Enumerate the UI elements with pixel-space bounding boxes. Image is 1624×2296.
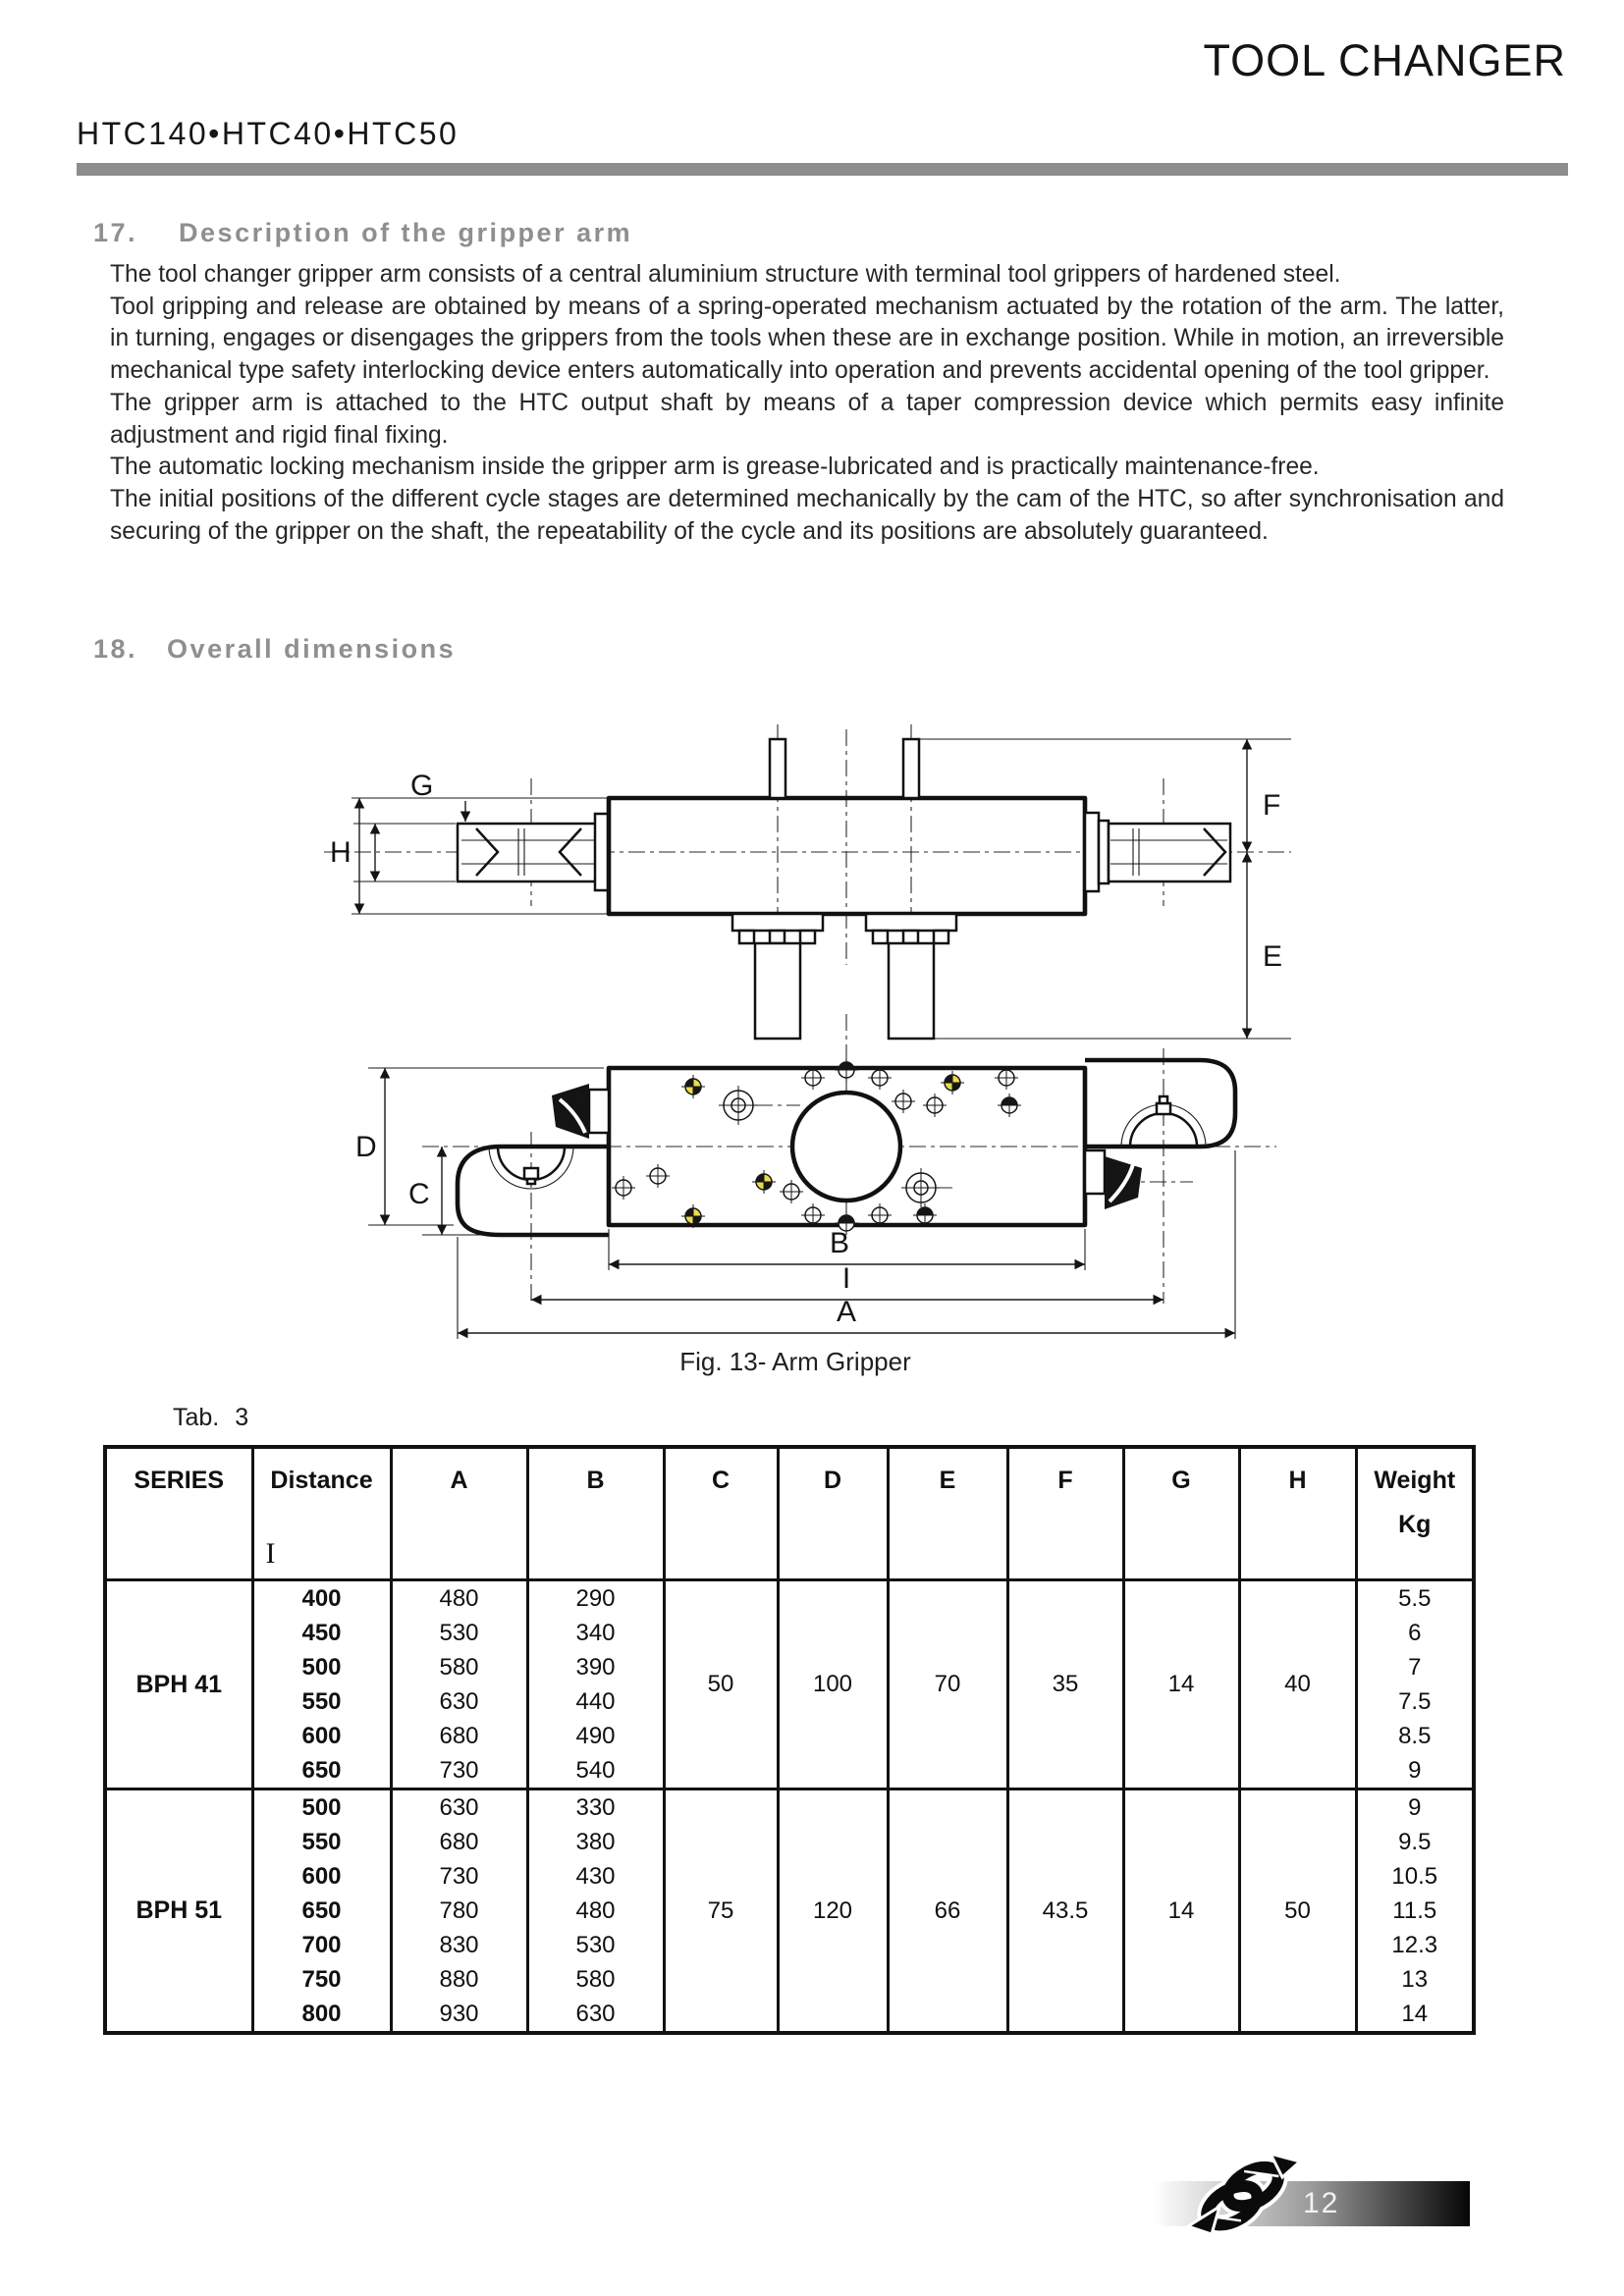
cell-value: 13 bbox=[1401, 1966, 1429, 1993]
cell-value: 380 bbox=[575, 1829, 616, 1855]
d-cell: 100 bbox=[778, 1580, 888, 1789]
cell-value: 290 bbox=[575, 1585, 616, 1612]
weight-cell bbox=[1356, 1580, 1474, 1789]
section-18-heading bbox=[93, 634, 456, 665]
cell-value: 480 bbox=[439, 1585, 479, 1612]
col-header-distance bbox=[252, 1447, 391, 1580]
cell-value: 530 bbox=[575, 1932, 616, 1958]
cell-value: 680 bbox=[439, 1723, 479, 1749]
weight-label: Weight bbox=[1374, 1467, 1456, 1494]
arm-gripper-drawing bbox=[265, 715, 1326, 1343]
cell-value: 780 bbox=[439, 1897, 479, 1924]
a-cell bbox=[391, 1580, 527, 1789]
f-cell: 35 bbox=[1007, 1580, 1123, 1789]
col-header-h: H bbox=[1239, 1447, 1356, 1580]
paragraph: The initial positions of the different cycle stages are determined mechanically by the cam of the HTC, so after synchronisation and securing of the gripper on the shaft, the repeatability of the cycle and its positions are absolutely guaranteed. bbox=[110, 485, 1504, 545]
table-header-row bbox=[105, 1447, 1474, 1580]
cell-value: 11.5 bbox=[1392, 1897, 1437, 1924]
dim-label-g: G bbox=[410, 770, 434, 802]
cell-value: 400 bbox=[301, 1585, 342, 1612]
e-cell: 66 bbox=[888, 1789, 1007, 2034]
cell-value: 700 bbox=[301, 1932, 342, 1958]
dim-label-d: D bbox=[355, 1131, 377, 1163]
cell-value: 9 bbox=[1408, 1794, 1422, 1821]
cell-value: 800 bbox=[301, 2001, 342, 2027]
cell-value: 630 bbox=[439, 1688, 479, 1715]
cell-value: 340 bbox=[575, 1620, 616, 1646]
section-17-number: 17. bbox=[93, 218, 138, 247]
cell-value: 600 bbox=[301, 1863, 342, 1890]
cell-value: 10.5 bbox=[1391, 1863, 1438, 1890]
table-label-text: Tab. bbox=[173, 1404, 220, 1431]
distance-cell bbox=[252, 1789, 391, 2034]
cell-value: 430 bbox=[575, 1863, 616, 1890]
col-header-a: A bbox=[391, 1447, 527, 1580]
cell-value: 8.5 bbox=[1398, 1723, 1432, 1749]
cell-value: 650 bbox=[301, 1897, 342, 1924]
h-cell: 50 bbox=[1239, 1789, 1356, 2034]
cell-value: 880 bbox=[439, 1966, 479, 1993]
col-header-b: B bbox=[527, 1447, 664, 1580]
section-17-title: Description of the gripper arm bbox=[179, 218, 633, 247]
col-header-e: E bbox=[888, 1447, 1007, 1580]
cell-value: 580 bbox=[439, 1654, 479, 1681]
col-header-d: D bbox=[778, 1447, 888, 1580]
section-18-title: Overall dimensions bbox=[167, 634, 457, 664]
f-cell: 43.5 bbox=[1007, 1789, 1123, 2034]
cell-value: 5.5 bbox=[1398, 1585, 1432, 1612]
cell-value: 750 bbox=[301, 1966, 342, 1993]
page-title: TOOL CHANGER bbox=[1203, 35, 1566, 85]
cell-value: 450 bbox=[301, 1620, 342, 1646]
series-cell: BPH 41 bbox=[105, 1580, 252, 1789]
c-cell: 75 bbox=[664, 1789, 778, 2034]
col-header-f: F bbox=[1007, 1447, 1123, 1580]
table-label-number: 3 bbox=[235, 1404, 249, 1431]
cell-value: 12.3 bbox=[1391, 1932, 1438, 1958]
weight-cell bbox=[1356, 1789, 1474, 2034]
dim-label-b: B bbox=[829, 1227, 850, 1259]
cell-value: 480 bbox=[575, 1897, 616, 1924]
d-cell: 120 bbox=[778, 1789, 888, 2034]
dim-label-i: I bbox=[841, 1262, 851, 1295]
h-cell: 40 bbox=[1239, 1580, 1356, 1789]
cell-value: 9 bbox=[1408, 1757, 1422, 1784]
section-17-heading bbox=[93, 218, 632, 248]
a-cell bbox=[391, 1789, 527, 2034]
page-number: 12 bbox=[1303, 2187, 1340, 2219]
weight-unit-label: Kg bbox=[1398, 1511, 1432, 1538]
distance-label: Distance bbox=[270, 1467, 373, 1494]
cell-value: 630 bbox=[575, 2001, 616, 2027]
g-cell: 14 bbox=[1123, 1789, 1239, 2034]
cell-value: 930 bbox=[439, 2001, 479, 2027]
dim-label-a: A bbox=[836, 1296, 857, 1328]
col-header-g: G bbox=[1123, 1447, 1239, 1580]
c-cell: 50 bbox=[664, 1580, 778, 1789]
paragraph: The tool changer gripper arm consists of a central aluminium structure with terminal tool grippers of hardened steel. bbox=[110, 261, 1341, 288]
cell-value: 330 bbox=[575, 1794, 616, 1821]
header-divider bbox=[77, 163, 1568, 176]
col-header-series: SERIES bbox=[105, 1447, 252, 1580]
cell-value: 830 bbox=[439, 1932, 479, 1958]
cell-value: 490 bbox=[575, 1723, 616, 1749]
col-header-weight bbox=[1356, 1447, 1474, 1580]
table-group-row bbox=[105, 1580, 1474, 1789]
figure-caption: Fig. 13- Arm Gripper bbox=[679, 1347, 911, 1376]
brand-logo-icon bbox=[1184, 2144, 1302, 2246]
cell-value: 7.5 bbox=[1398, 1688, 1432, 1715]
cell-value: 580 bbox=[575, 1966, 616, 1993]
cell-value: 680 bbox=[439, 1829, 479, 1855]
series-cell: BPH 51 bbox=[105, 1789, 252, 2034]
b-cell bbox=[527, 1580, 664, 1789]
dim-label-h: H bbox=[330, 836, 352, 869]
cell-value: 9.5 bbox=[1398, 1829, 1432, 1855]
paragraph: The automatic locking mechanism inside the gripper arm is grease-lubricated and is practically maintenance-free. bbox=[110, 454, 1320, 481]
col-header-c: C bbox=[664, 1447, 778, 1580]
dimensions-table bbox=[103, 1445, 1476, 2035]
cell-value: 630 bbox=[439, 1794, 479, 1821]
dim-label-f: F bbox=[1263, 789, 1281, 822]
cell-value: 440 bbox=[575, 1688, 616, 1715]
distance-cell bbox=[252, 1580, 391, 1789]
cell-value: 7 bbox=[1408, 1654, 1422, 1681]
distance-symbol: I bbox=[265, 1537, 276, 1570]
paragraph: Tool gripping and release are obtained by means of a spring-operated mechanism actuated by the rotation of the arm. The latter, in turning, engages or disengages the grippers from the tools when these are in exchange position. While in motion, an irreversible mechanical type safety interlocking device enters automatically into operation and prevents accidental opening of the tool gripper. bbox=[110, 293, 1504, 385]
section-18-number: 18. bbox=[93, 634, 138, 664]
cell-value: 500 bbox=[301, 1794, 342, 1821]
paragraph: The gripper arm is attached to the HTC output shaft by means of a taper compression device which permits easy infinite adjustment and rigid final fixing. bbox=[110, 389, 1504, 449]
cell-value: 730 bbox=[439, 1863, 479, 1890]
cell-value: 650 bbox=[301, 1757, 342, 1784]
table-group-row bbox=[105, 1789, 1474, 2034]
cell-value: 730 bbox=[439, 1757, 479, 1784]
g-cell: 14 bbox=[1123, 1580, 1239, 1789]
cell-value: 550 bbox=[301, 1688, 342, 1715]
model-codes: HTC140•HTC40•HTC50 bbox=[77, 116, 460, 151]
cell-value: 390 bbox=[575, 1654, 616, 1681]
b-cell bbox=[527, 1789, 664, 2034]
e-cell: 70 bbox=[888, 1580, 1007, 1789]
cell-value: 500 bbox=[301, 1654, 342, 1681]
dim-label-e: E bbox=[1263, 940, 1283, 973]
cell-value: 550 bbox=[301, 1829, 342, 1855]
cell-value: 14 bbox=[1401, 2001, 1429, 2027]
cell-value: 530 bbox=[439, 1620, 479, 1646]
section-17-body bbox=[110, 259, 1504, 548]
table-label bbox=[173, 1404, 248, 1432]
cell-value: 6 bbox=[1408, 1620, 1422, 1646]
cell-value: 600 bbox=[301, 1723, 342, 1749]
dim-label-c: C bbox=[408, 1178, 430, 1210]
cell-value: 540 bbox=[575, 1757, 616, 1784]
